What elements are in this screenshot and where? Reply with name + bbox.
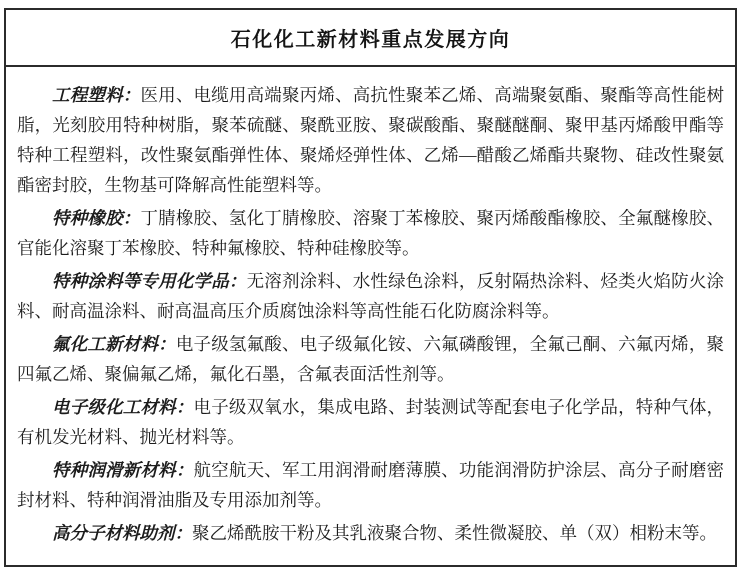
paragraph-polymer-additives xyxy=(17,518,724,548)
category-colon: ： xyxy=(174,523,192,543)
category-label: 电子级化工材料 xyxy=(52,397,176,417)
category-text: 医用、电缆用高端聚丙烯、高抗性聚苯乙烯、高端聚氨酯、聚酯等高性能树脂，光刻胶用特种树脂，聚苯硫醚、聚酰亚胺、聚碳酸酯、聚醚醚酮、聚甲基丙烯酸甲酯等特种工程塑料，改性聚氨酯弹性体、聚烯烃弹性体、乙烯—醋酸乙烯酯共聚物、硅改性聚氨酯密封胶，生物基可降解高性能塑料等。 xyxy=(17,85,725,195)
category-text: 电子级氢氟酸、电子级氟化铵、六氟磷酸锂，全氟己酮、六氟丙烯，聚四氟乙烯、聚偏氟乙烯，氟化石墨，含氟表面活性剂等。 xyxy=(17,334,725,384)
category-label: 工程塑料 xyxy=(52,85,123,105)
category-text: 丁腈橡胶、氢化丁腈橡胶、溶聚丁苯橡胶、聚丙烯酸酯橡胶、全氟醚橡胶、官能化溶聚丁苯橡胶、特种氟橡胶、特种硅橡胶等。 xyxy=(17,208,725,258)
page-title: 石化化工新材料重点发展方向 xyxy=(230,29,511,51)
paragraph-fluorochemical-materials xyxy=(17,329,724,389)
paragraph-special-lubricants xyxy=(17,455,724,515)
category-colon: ： xyxy=(175,460,194,480)
paragraph-engineering-plastics xyxy=(17,80,724,200)
title-bar xyxy=(6,10,735,67)
category-colon: ： xyxy=(175,397,194,417)
category-text: 电子级双氧水，集成电路、封装测试等配套电子化学品，特种气体，有机发光材料、抛光材料等。 xyxy=(17,397,725,447)
category-label: 高分子材料助剂 xyxy=(52,523,175,543)
category-colon: ： xyxy=(122,208,141,228)
category-colon: ： xyxy=(158,334,176,354)
category-text: 聚乙烯酰胺干粉及其乳液聚合物、柔性微凝胶、单（双）相粉末等。 xyxy=(192,523,717,543)
category-text: 航空航天、军工用润滑耐磨薄膜、功能润滑防护涂层、高分子耐磨密封材料、特种润滑油脂及专用添加剂等。 xyxy=(17,460,725,510)
category-label: 特种橡胶 xyxy=(52,208,123,228)
category-label: 特种涂料等专用化学品 xyxy=(52,271,229,291)
category-label: 氟化工新材料 xyxy=(52,334,159,354)
document-body xyxy=(6,67,735,548)
category-colon: ： xyxy=(228,271,247,291)
paragraph-electronic-grade-materials xyxy=(17,392,724,452)
category-colon: ： xyxy=(122,85,141,105)
paragraph-special-rubber xyxy=(17,203,724,263)
document-table-frame xyxy=(4,8,737,567)
category-label: 特种润滑新材料 xyxy=(52,460,176,480)
category-text: 无溶剂涂料、水性绿色涂料，反射隔热涂料、烃类火焰防火涂料、耐高温涂料、耐高温高压介质腐蚀涂料等高性能石化防腐涂料等。 xyxy=(17,271,725,321)
paragraph-special-coatings xyxy=(17,266,724,326)
